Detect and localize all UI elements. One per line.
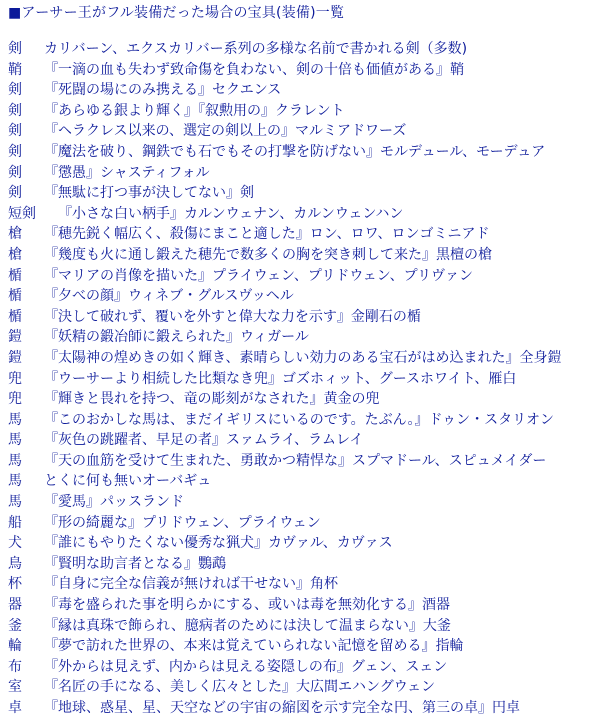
item-category: 短剣: [8, 205, 36, 222]
item-description: 『形の綺麗な』プリドウェン、プライウェン: [44, 514, 321, 531]
list-item: [8, 698, 600, 719]
item-description: 『地球、惑星、星、天空などの宇宙の縮図を示す完全な円、第三の卓』円卓: [44, 700, 520, 716]
item-category: 兜: [8, 391, 22, 408]
item-description: 『毒を盛られた事を明らかにする、或いは毒を無効化する』酒器: [44, 597, 450, 614]
list-item: [8, 430, 600, 451]
item-description: 『誰にもやりたくない優秀な猟犬』カヴァル、カヴァス: [44, 535, 393, 552]
item-category: 楯: [8, 308, 22, 325]
item-description: 『賢明な助言者となる』鸚鵡: [44, 555, 226, 572]
list-item: [8, 369, 600, 390]
item-description: 『夢で訪れた世界の、本来は覚えていられない記憶を留める』指輪: [44, 638, 464, 655]
item-description: 『外からは見えず、内からは見える姿隠しの布』グェン、スェン: [44, 658, 448, 675]
item-category: 剣: [8, 102, 22, 119]
list-item: [8, 60, 600, 81]
item-category: 剣: [8, 82, 22, 99]
list-item: [8, 616, 600, 637]
item-description: 『懲愚』シャスティフォル: [44, 164, 210, 181]
item-description: 『小さな白い柄手』カルンウェナン、カルンウェンハン: [58, 205, 404, 222]
item-category: 馬: [8, 411, 22, 428]
item-category: 釜: [8, 617, 22, 634]
item-description: 『穂先鋭く幅広く、殺傷にまこと適した』ロン、ロワ、ロンゴミニアド: [44, 226, 490, 243]
item-category: 剣: [8, 164, 22, 181]
item-category: 鳥: [8, 555, 22, 572]
item-category: 鞘: [8, 61, 22, 78]
page-title: ■アーサー王がフル装備だった場合の宝具(装備)一覧: [8, 5, 345, 21]
item-category: 杯: [8, 576, 22, 593]
item-description: 『妖精の鍛冶師に鍛えられた』ウィガール: [44, 329, 309, 346]
list-item: [8, 142, 600, 163]
item-category: 卓: [8, 700, 22, 716]
list-item: [8, 266, 600, 287]
list-item: [8, 677, 600, 698]
item-description: 『一滴の血も失わず致命傷を負わない、剣の十倍も価値がある』鞘: [44, 61, 464, 78]
list-item: [8, 348, 600, 369]
item-category: 船: [8, 514, 22, 531]
item-description: 『愛馬』パッスランド: [44, 494, 184, 511]
list-item: [8, 492, 600, 513]
treasure-list: [8, 39, 600, 719]
item-category: 楯: [8, 267, 22, 284]
list-item: [8, 307, 600, 328]
list-item: [8, 286, 600, 307]
item-description: 『決して破れず、覆いを外すと偉大な力を示す』金剛石の楯: [44, 308, 421, 325]
list-item: [8, 183, 600, 204]
item-category: 槍: [8, 226, 22, 243]
list-item: [8, 533, 600, 554]
list-item: [8, 101, 600, 122]
item-description: 『魔法を破り、鋼鉄でも石でもその打撃を防げない』モルデュール、モーデュア: [44, 143, 546, 160]
item-description: 『自身に完全な信義が無ければ干せない』角杯: [44, 576, 338, 593]
item-category: 剣: [8, 143, 22, 160]
item-description: 『マリアの肖像を描いた』プライウェン、プリドウェン、プリヴァン: [44, 267, 473, 284]
item-description: 『夕べの顔』ウィネブ・グルスヴッヘル: [44, 288, 294, 305]
item-category: 楯: [8, 288, 22, 305]
item-description: 『灰色の跳躍者、早足の者』スァムライ、ラムレイ: [44, 432, 364, 449]
item-description: 『無駄に打つ事が決してない』剣: [44, 185, 254, 202]
list-item: [8, 245, 600, 266]
list-item: [8, 224, 600, 245]
item-category: 馬: [8, 494, 22, 511]
item-description: とくに何も無いオーバギュ: [44, 473, 212, 490]
item-category: 兜: [8, 370, 22, 387]
list-item: [8, 163, 600, 184]
list-item: [8, 574, 600, 595]
item-description: 『太陽神の煌めきの如く輝き、素晴らしい効力のある宝石がはめ込まれた』全身鎧: [44, 349, 562, 366]
item-description: 『死闘の場にのみ携える』セクエンス: [44, 82, 282, 99]
list-item: [8, 327, 600, 348]
list-item: [8, 204, 600, 225]
list-item: [8, 121, 600, 142]
item-description: 『名匠の手になる、美しく広々とした』大広間エハングウェン: [44, 679, 436, 696]
item-category: 馬: [8, 452, 22, 469]
list-item: [8, 451, 600, 472]
item-category: 剣: [8, 41, 22, 57]
item-description: 『幾度も火に通し鍛えた穂先で数多くの胸を突き刺して来た』黒檀の槍: [44, 246, 492, 263]
item-description: 『ウーサーより相続した比類なき兜』ゴズホィット、グースホワイト、雁白: [44, 370, 517, 387]
item-description: 『あらゆる銀より輝く』『叙勲用の』クラレント: [44, 102, 345, 119]
item-category: 犬: [8, 535, 22, 552]
item-description: 『ヘラクレス以来の、選定の剣以上の』マルミアドワーズ: [44, 123, 407, 140]
item-category: 馬: [8, 432, 22, 449]
item-category: 器: [8, 597, 22, 614]
list-item: [8, 513, 600, 534]
item-description: 『輝きと畏れを持つ、竜の彫刻がなされた』黄金の兜: [44, 391, 380, 408]
list-item: [8, 410, 600, 431]
item-description: 『天の血筋を受けて生まれた、勇敢かつ精悍な』スプマドール、スピュメイダー: [44, 452, 547, 469]
item-category: 槍: [8, 246, 22, 263]
item-category: 剣: [8, 185, 22, 202]
item-category: 馬: [8, 473, 22, 490]
item-category: 鎧: [8, 349, 22, 366]
item-category: 剣: [8, 123, 22, 140]
list-item: [8, 389, 600, 410]
list-item: [8, 554, 600, 575]
list-item: [8, 636, 600, 657]
list-item: [8, 657, 600, 678]
item-description: 『縁は真珠で飾られ、臆病者のためには決して温まらない』大釜: [44, 617, 451, 634]
item-description: 『このおかしな馬は、まだイギリスにいるのです。たぶん。』ドゥン・スタリオン: [44, 411, 554, 428]
item-category: 室: [8, 679, 22, 696]
item-description: カリバーン、エクスカリバー系列の多様な名前で書かれる剣（多数): [44, 41, 468, 57]
item-category: 輪: [8, 638, 22, 655]
list-item: [8, 39, 600, 60]
list-item: [8, 471, 600, 492]
item-category: 布: [8, 658, 22, 675]
list-item: [8, 80, 600, 101]
list-item: [8, 595, 600, 616]
item-category: 鎧: [8, 329, 22, 346]
